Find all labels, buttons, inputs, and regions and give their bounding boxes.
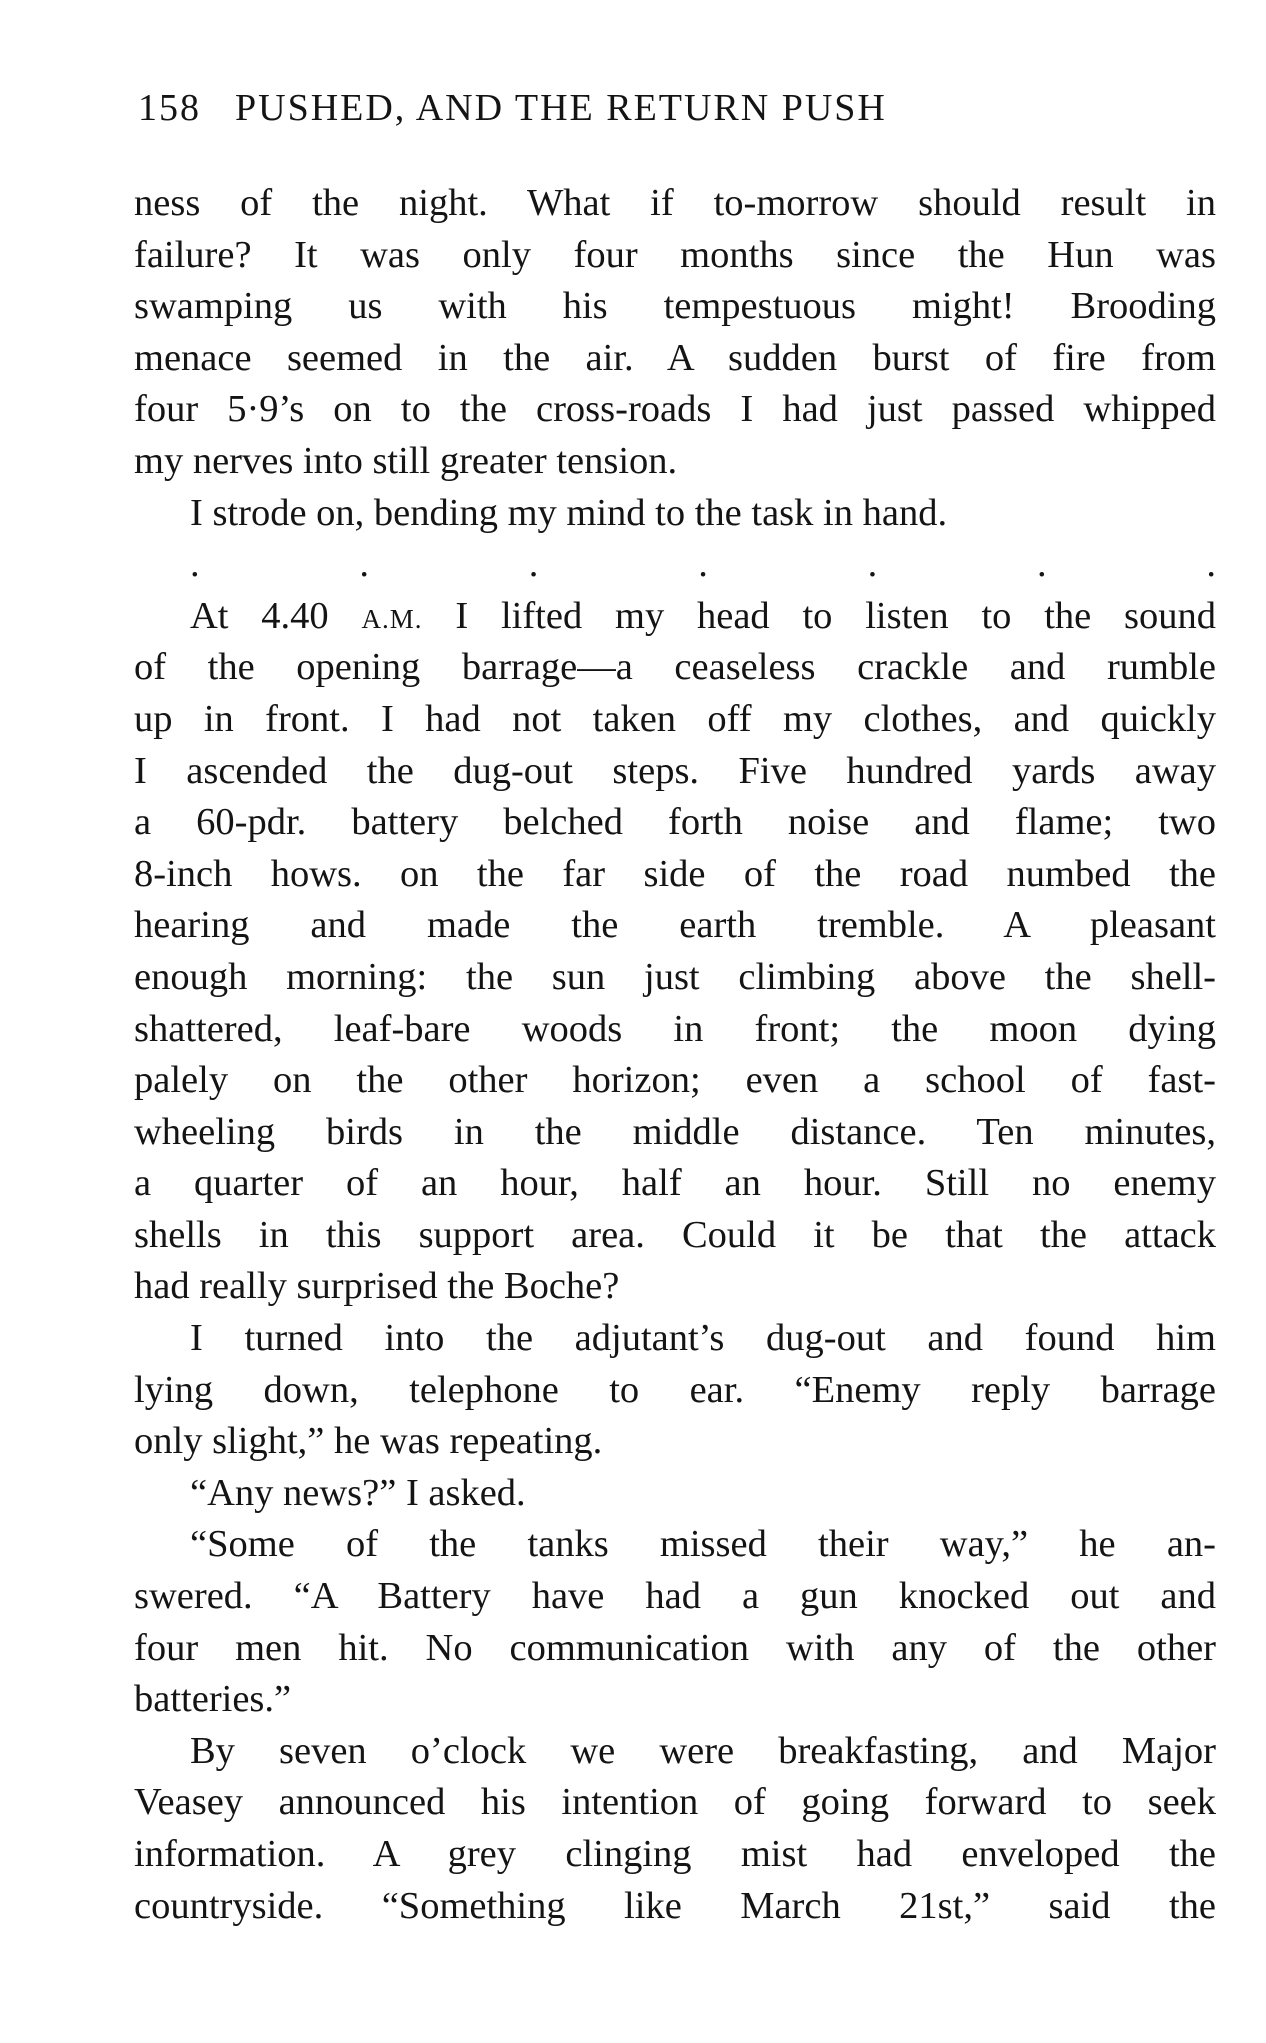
text-line: “Some of the tanks missed their way,” he an- <box>190 1523 1216 1566</box>
text-line: information. A grey clinging mist had enveloped the <box>134 1833 1216 1875</box>
text-line: I strode on, bending my mind to the task in hand. <box>190 491 948 534</box>
text-line: shells in this support area. Could it be that the attack <box>134 1213 1216 1256</box>
body-text <box>134 178 1216 1932</box>
text-line: I ascended the dug-out steps. Five hundred yards away <box>134 749 1216 792</box>
text-line: swamping us with his tempestuous might! Brooding <box>134 285 1216 328</box>
text-line: countryside. “Something like March 21st,” said the <box>134 1884 1216 1927</box>
text-line: up in front. I had not taken off my clothes, and quickly <box>134 697 1216 740</box>
page-number: 158 <box>138 87 201 129</box>
text-fragment: I lifted my head to listen to the sound <box>455 594 1217 637</box>
text-line: enough morning: the sun just climbing above the shell- <box>134 955 1216 998</box>
text-line: a 60-pdr. battery belched forth noise and flame; two <box>134 801 1216 844</box>
text-line: my nerves into still greater tension. <box>134 439 678 482</box>
text-line: I turned into the adjutant’s dug-out and found him <box>190 1317 1216 1360</box>
text-line: Veasey announced his intention of going forward to seek <box>134 1781 1216 1824</box>
text-line: a quarter of an hour, half an hour. Still no enemy <box>134 1162 1216 1205</box>
text-line: wheeling birds in the middle distance. Ten minutes, <box>134 1110 1216 1153</box>
small-caps-am: A.M. <box>361 603 423 634</box>
text-line: batteries.” <box>134 1678 292 1721</box>
text-line: swered. “A Battery have had a gun knocked out and <box>134 1575 1216 1618</box>
text-line: palely on the other horizon; even a school of fast- <box>134 1059 1216 1102</box>
running-title: PUSHED, AND THE RETURN PUSH <box>235 87 887 129</box>
text-line: hearing and made the earth tremble. A pleasant <box>134 904 1216 947</box>
text-line: shattered, leaf-bare woods in front; the moon dying <box>134 1007 1216 1050</box>
text-line: menace seemed in the air. A sudden burst of fire from <box>134 336 1216 379</box>
text-line: of the opening barrage—a ceaseless crackle and rumble <box>134 646 1216 689</box>
text-line <box>134 591 1216 643</box>
text-line: had really surprised the Boche? <box>134 1265 620 1308</box>
text-line: lying down, telephone to ear. “Enemy reply barrage <box>134 1368 1216 1411</box>
text-line: four men hit. No communication with any of the other <box>134 1626 1216 1669</box>
text-line: 8-inch hows. on the far side of the road numbed the <box>134 852 1216 895</box>
text-line: By seven o’clock we were breakfasting, and Major <box>190 1729 1216 1772</box>
time-text: At 4.40 <box>190 594 329 637</box>
section-break-dots: . . . . . . . <box>190 543 1216 586</box>
text-line: ness of the night. What if to-morrow should result in <box>134 182 1216 224</box>
text-line: failure? It was only four months since the Hun was <box>134 233 1216 276</box>
text-line: four 5·9’s on to the cross-roads I had just passed whipped <box>134 388 1216 431</box>
text-line: “Any news?” I asked. <box>190 1471 526 1514</box>
running-header <box>138 80 1138 136</box>
text-line: only slight,” he was repeating. <box>134 1420 603 1463</box>
